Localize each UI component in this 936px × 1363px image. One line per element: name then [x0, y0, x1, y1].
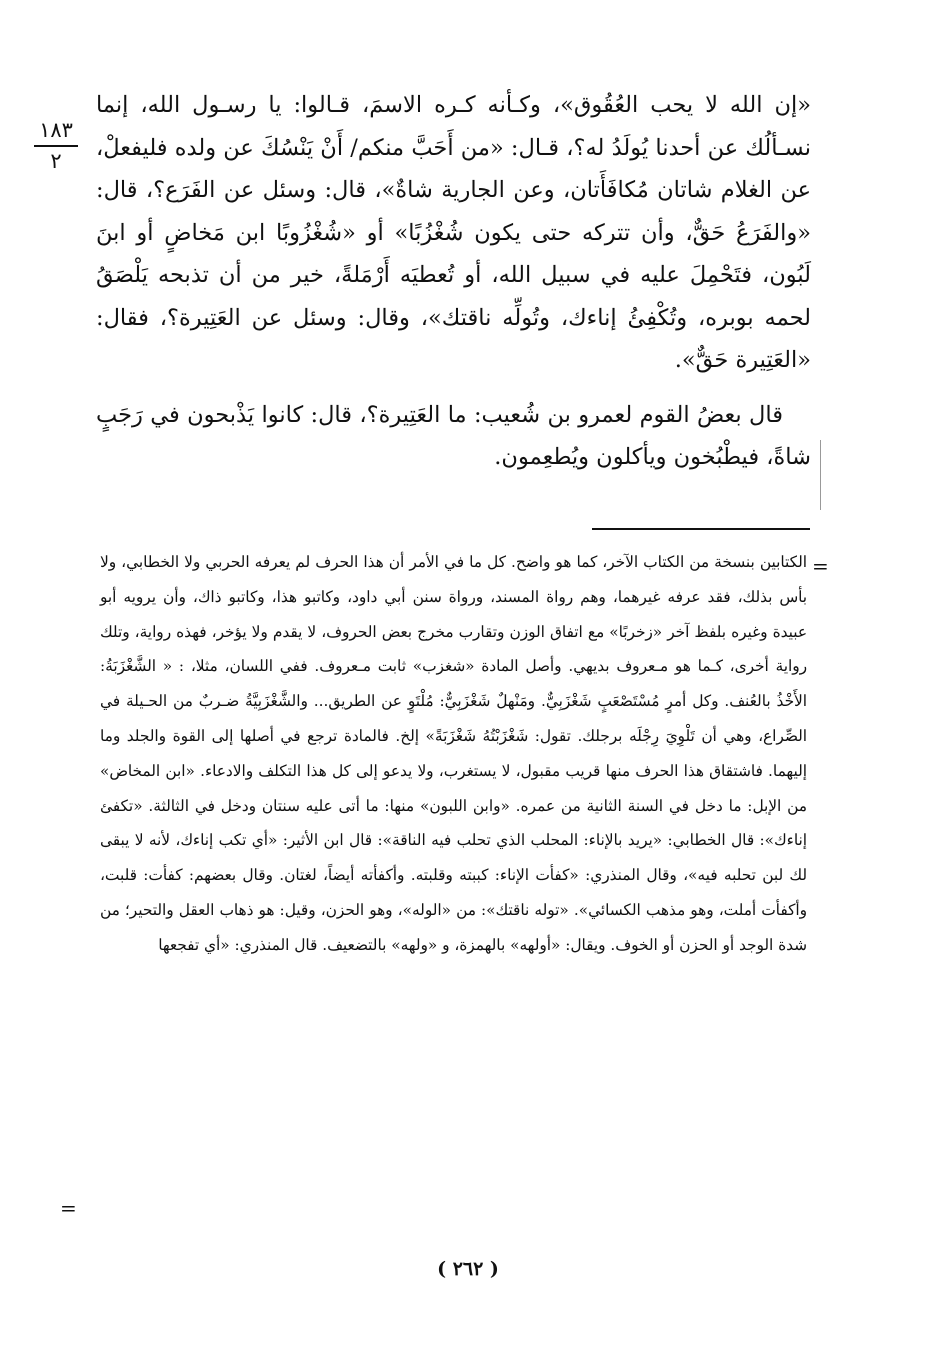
- reference-rule: [34, 145, 78, 147]
- margin-mark: [820, 440, 821, 510]
- footnote-block: [100, 545, 807, 963]
- main-paragraph-1: «إن الله لا يحب العُقُوق»، وكـأنه كـره الاسمَ، قـالوا: يا رسـول الله، إنما نسـألُك عن أحدنا يُولَدُ له؟، قـال: «من أَحَبَّ منكم/ أَنْ يَنْسُكَ عن ولده فليفعلْ، عن الغلام شاتان مُكافَأَتان، وعن الجارية شاةٌ»، قال: وسئل عن الفَرَع؟، قال: «والفَرَعُ حَقٌّ، وأن تتركه حتى يكون شُغْزُبًا» أو «شُغْزُوبًا ابن مَخاضٍ أو ابنَ لَبُون، فتَحْمِلَ عليه في سبيل الله، أو تُعطيَه أَرْمَلةً، خير من أن تذبحه يَلْصَقُ لحمه بوبره، وتُكْفِئُ إناءك، وتُولِّه ناقتك»، وقال: وسئل عن العَتِيرة؟، فقال: «العَتِيرة حَقٌّ».: [96, 92, 811, 373]
- reference-number: ١٨٣: [39, 118, 73, 142]
- margin-reference: [30, 118, 82, 173]
- footnote-text: الكتابين بنسخة من الكتاب الآخر، كما هو واضح. كل ما في الأمر أن هذا الحرف لم يعرفه الحربي ولا الخطابي، ولا بأس بذلك، فقد عرفه غيرهما، وهم رواة المسند، ورواة سنن أبي داود، وكاتبو هذا، وكاتبو ذاك، وأن يرويه أبو عبيدة وغيره بلفظ آخر «زخربًا» مع اتفاق الوزن وتقارب مخرج بعض الحروف، لا يقدم ولا يؤخر، فهذه رواية، وتلك رواية أخرى، كـما هو مـعروف بديهي. وأصل المادة «شغزب» ثابت مـعروف. ففي اللسان، مثلا، : « الشَّغْزَبَةُ: الأَخْذُ بالعُنف. وكل أمرٍ مُسْتَصْعَبٍ شَغْزَبِيٌّ. ومَنْهلٌ شَغْزَبِيٌّ: مُلْتَوٍ عن الطريق... والشَّغْزَبِيَّةُ ضـربٌ من الحـيلة في الصِّراع، وهي أن تَلْوِيَ رِجْلَه برجلك. تقول: شَغْزَبْتُهُ شَغْزَبَةً» إلخ. فالمادة ترجع في أصلها إلى القوة والجلد وما إليهما. فاشتقاق هذا الحرف منها قريب مقبول، لا يستغرب، ولا يدعو إلى كل هذا التكلف والادعاء. «ابن المخاض» من الإبل: ما دخل في السنة الثانية من عمره. «وابن اللبون» منها: ما أتى عليه سنتان ودخل في الثالثة. «تكفئ إناءك»: قال الخطابي: «يريد بالإناء: المحلب الذي تحلب فيه الناقة»: قال ابن الأثير: «أي تكب إناءك، لأنه لا يبقى لك لبن تحلبه فيه»، وقال المنذري: «كفأت الإناء: كببته وقلبته. وأكفأته أيضاً، لغتان. وقال بعضهم: كفأت: قلبت، وأكفأت أملت، وهو مذهب الكسائي». «توله ناقتك»: من «الوله»، وهو الحزن، وقيل: هو ذهاب العقل والتحير؛ من شدة الوجد أو الحزن أو الخوف. ويقال: «أولهه» بالهمزة، و «ولهه» بالتضعيف. قال المنذري: «أي تفجعها: [100, 553, 807, 954]
- footnote-separator: [592, 528, 810, 530]
- main-text: [96, 84, 811, 479]
- main-paragraph-2: قال بعضُ القوم لعمرو بن شُعيب: ما العَتِيرة؟، قال: كانوا يَذْبحون في رَجَبٍ شاةً، فيطْبُخون ويأكلون ويُطعِمون.: [96, 401, 811, 470]
- continuation-mark-bottom: =: [60, 1196, 77, 1220]
- continuation-mark-top: =: [812, 554, 829, 578]
- reference-part: ٢: [50, 149, 62, 173]
- page-number: ( ٢٦٢ ): [437, 1258, 499, 1280]
